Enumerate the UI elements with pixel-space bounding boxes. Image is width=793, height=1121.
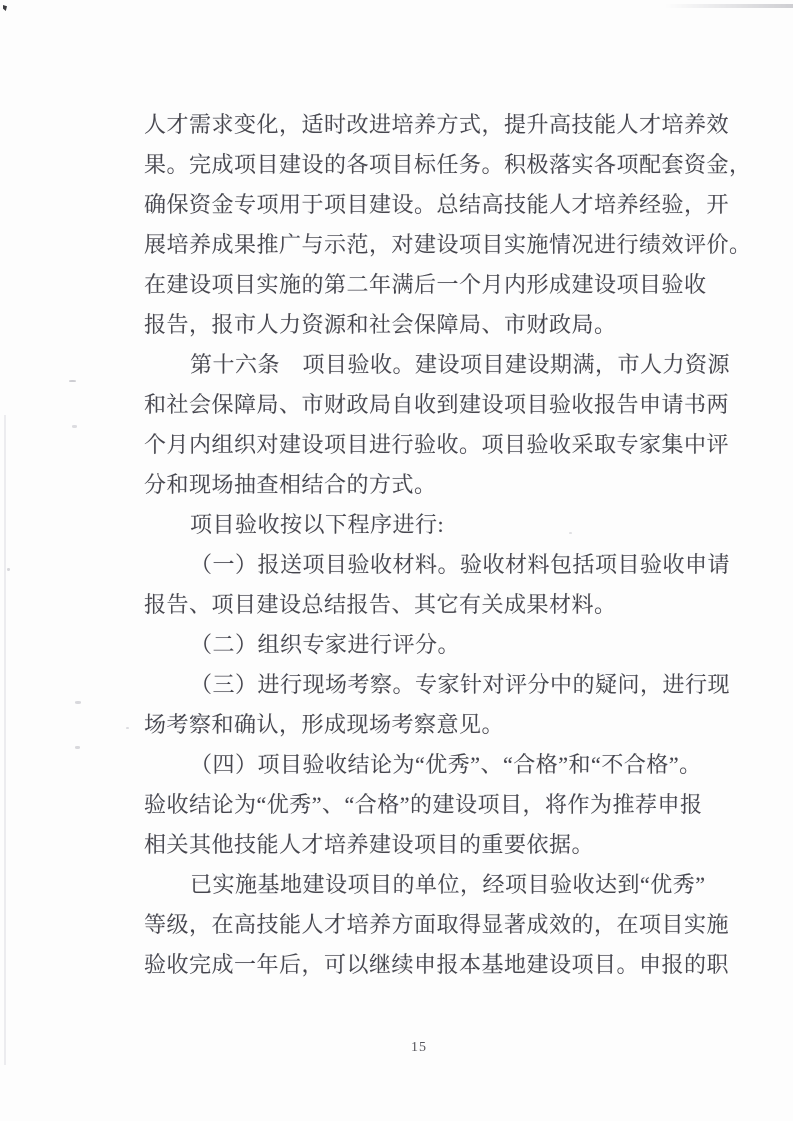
scan-edge-line	[4, 415, 6, 1065]
text-line: 报告、项目建设总结报告、其它有关成果材料。	[144, 592, 617, 617]
text-line-item-3: （三）进行现场考察。专家针对评分中的疑问，进行现	[190, 672, 731, 697]
text-line: 验收完成一年后，可以继续申报本基地建设项目。申报的职	[144, 952, 730, 977]
text-line: 人才需求变化，适时改进培养方式，提升高技能人才培养效	[144, 112, 730, 137]
text-line-article-16: 第十六条 项目验收。建设项目建设期满，市人力资源	[190, 352, 731, 377]
document-body	[144, 105, 752, 985]
scan-speck	[75, 746, 80, 749]
text-line-item-1: （一）报送项目验收材料。验收材料包括项目验收申请	[190, 552, 731, 577]
text-line: 确保资金专项用于项目建设。总结高技能人才培养经验，开	[144, 192, 730, 217]
text-line: 分和现场抽查相结合的方式。	[144, 472, 437, 497]
text-line: 等级，在高技能人才培养方面取得显著成效的，在项目实施	[144, 912, 730, 937]
scan-streak-top-right	[665, 4, 793, 8]
scan-speck	[126, 727, 129, 729]
text-line: 报告，报市人力资源和社会保障局、市财政局。	[144, 312, 617, 337]
scan-speck	[75, 701, 81, 704]
text-line: 个月内组织对建设项目进行验收。项目验收采取专家集中评	[144, 432, 730, 457]
scan-mark-top-left	[3, 5, 7, 11]
scan-speck	[69, 380, 76, 382]
text-line: 已实施基地建设项目的单位，经项目验收达到“优秀”	[190, 872, 706, 897]
text-line: 在建设项目实施的第二年满后一个月内形成建设项目验收	[144, 272, 707, 297]
text-line: 场考察和确认，形成现场考察意见。	[144, 712, 505, 737]
text-line: 项目验收按以下程序进行:	[190, 512, 445, 537]
scan-speck	[72, 425, 77, 428]
page-number: 15	[411, 1040, 427, 1055]
text-line-item-4: （四）项目验收结论为“优秀”、“合格”和“不合格”。	[190, 752, 702, 777]
text-line: 展培养成果推广与示范，对建设项目实施情况进行绩效评价。	[144, 232, 752, 257]
scan-speck	[7, 568, 10, 571]
text-line: 相关其他技能人才培养建设项目的重要依据。	[144, 832, 595, 857]
text-line: 和社会保障局、市财政局自收到建设项目验收报告申请书两	[144, 392, 730, 417]
text-line-item-2: （二）组织专家进行评分。	[190, 632, 461, 657]
text-line: 果。完成项目建设的各项目标任务。积极落实各项配套资金，	[144, 152, 752, 177]
text-line: 验收结论为“优秀”、“合格”的建设项目，将作为推荐申报	[144, 792, 703, 817]
